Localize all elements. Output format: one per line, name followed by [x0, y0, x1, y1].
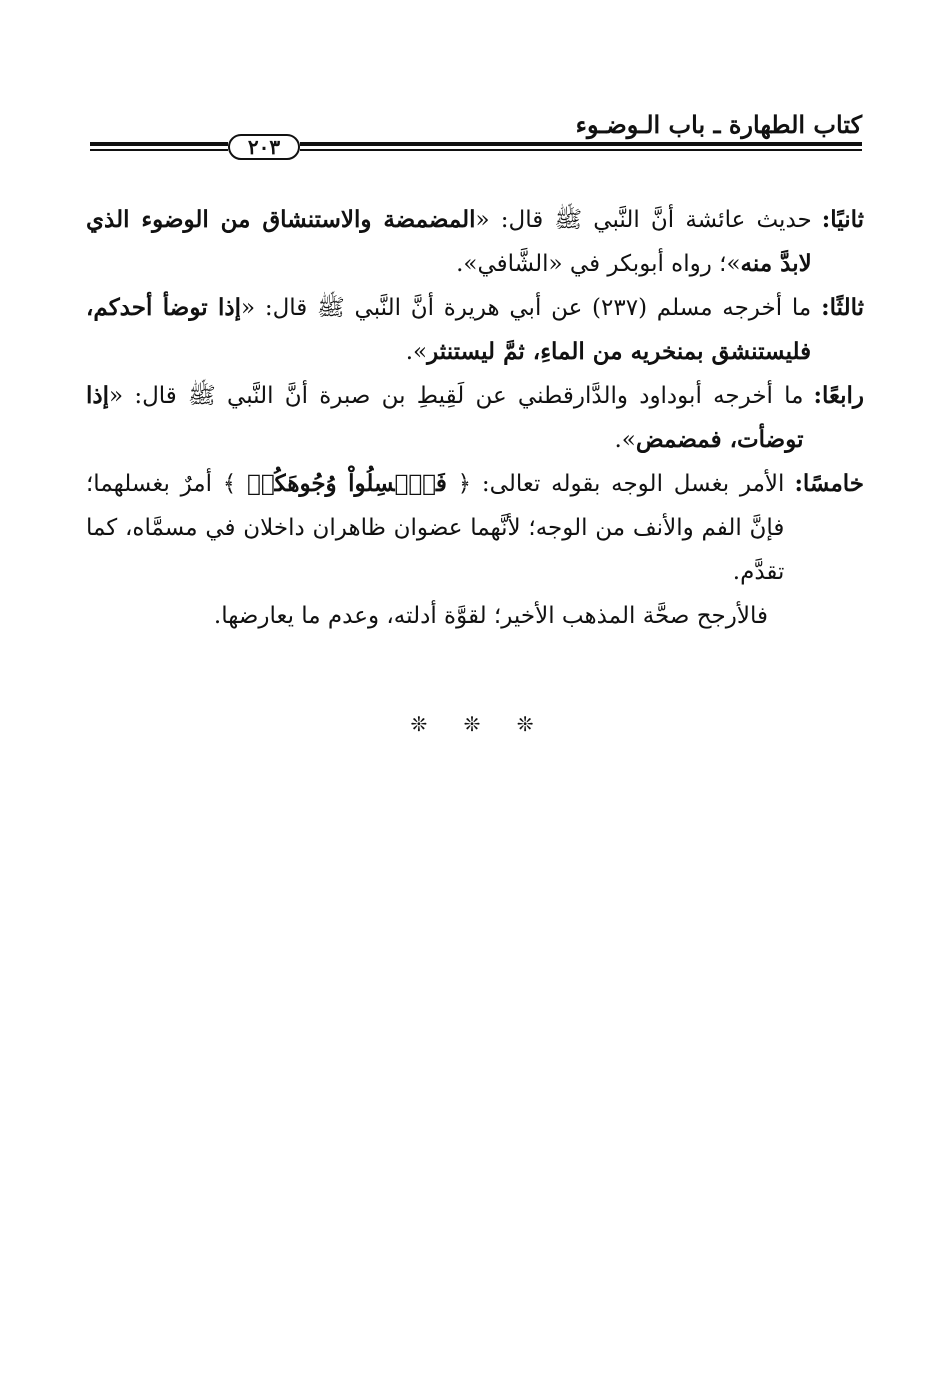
main-text [86, 198, 864, 638]
quran-verse: فَٱغۡسِلُواْ وُجُوهَكُمۡ [247, 470, 447, 497]
hadith-quote: إذا توضأ أحدكم، فليستنشق بمنخريه من الماءِ، ثمَّ ليستنثر [86, 294, 812, 365]
entry-text [86, 374, 804, 462]
header-rule-right [300, 142, 862, 151]
section-separator: ❊ ❊ ❊ [410, 712, 534, 736]
entry-text-part: ». [405, 339, 428, 365]
entry-text-part: الأمر بغسل الوجه بقوله تعالى: ﴿ [446, 471, 785, 497]
entry-text [86, 286, 811, 374]
entry-second [86, 198, 864, 286]
entry-fourth [86, 374, 864, 462]
closing-paragraph: فالأرجح صحَّة المذهب الأخير؛ لقوَّة أدلته، وعدم ما يعارضها. [213, 603, 768, 629]
running-head: كتاب الطهارة ـ باب الـوضـوء [575, 110, 862, 139]
entry-label: ثانيًا: [821, 206, 864, 233]
entry-fifth [86, 462, 864, 594]
entry-text-part: حديث عائشة أنَّ النَّبي ﷺ قال: « [475, 207, 812, 233]
page-number: ٢٠٣ [228, 134, 300, 160]
hadith-quote: المضمضة والاستنشاق من الوضوء الذي لابدَّ منه [86, 206, 812, 277]
entry-text-part: ﴾ أمرٌ بغسلهما؛ فإنَّ الفم والأنف من الوجه؛ لأنَّهما عضوان ظاهران داخلان في مسمَّاه، كما تقدَّم. [86, 471, 785, 585]
entry-text [86, 198, 812, 286]
header-rule-left [90, 142, 228, 151]
entry-text-part: »؛ رواه أبوبكر في «الشَّافي». [456, 251, 741, 277]
hadith-quote: إذا توضأت، فمضمض [86, 382, 804, 453]
entry-label: خامسًا: [794, 470, 864, 497]
entry-text-part: ما أخرجه أبوداود والدَّارقطني عن لَقِيطِ بن صبرة أنَّ النَّبي ﷺ قال: « [109, 383, 804, 409]
entry-third [86, 286, 864, 374]
entry-label: ثالثًا: [821, 294, 864, 321]
entry-text-part: ». [614, 427, 636, 453]
entry-text [86, 462, 784, 594]
entry-label: رابعًا: [813, 382, 864, 409]
entry-text-part: ما أخرجه مسلم (٢٣٧) عن أبي هريرة أنَّ النَّبي ﷺ قال: « [241, 295, 812, 321]
